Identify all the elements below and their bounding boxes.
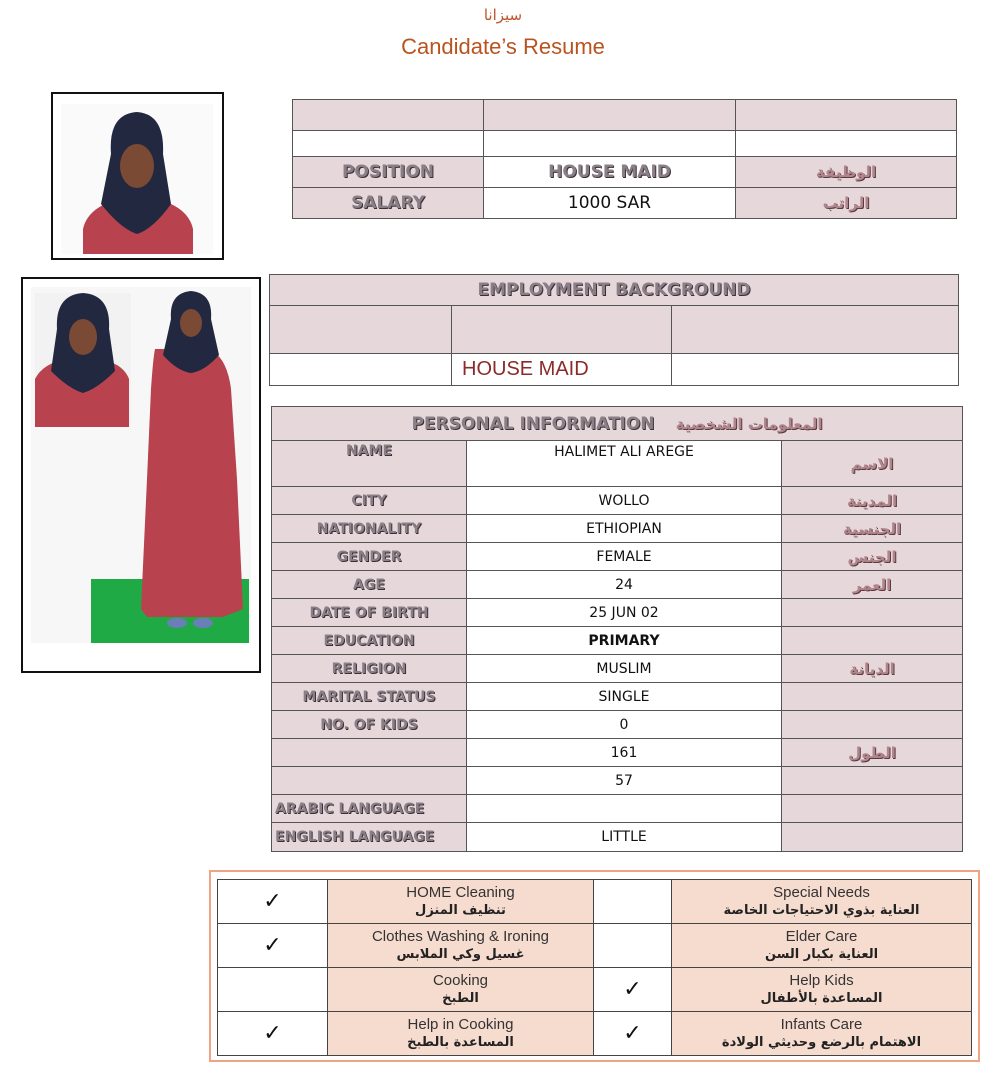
arabic-language-label-arabic	[782, 795, 963, 823]
city-value: WOLLO	[467, 487, 782, 515]
skill-label-arabic: المساعدة بالطبخ	[407, 1034, 514, 1050]
name-label: NAME	[272, 441, 467, 487]
english-language-label: ENGLISH LANGUAGE	[272, 823, 467, 852]
age-value: 24	[467, 571, 782, 599]
arabic-language-label: ARABIC LANGUAGE	[272, 795, 467, 823]
position-label-arabic: الوظيفة	[736, 157, 957, 188]
skill-cell	[672, 968, 972, 1012]
skill-check	[218, 968, 328, 1012]
height-value: 161	[467, 739, 782, 767]
skill-label: Help Kids	[789, 971, 854, 989]
position-label: POSITION	[293, 157, 484, 188]
skill-label-arabic: الاهتمام بالرضع وحديثي الولادة	[721, 1034, 922, 1050]
skill-check	[594, 1012, 672, 1056]
personal-info-table	[271, 406, 963, 852]
skills-table	[217, 879, 972, 1056]
skill-cell	[328, 880, 594, 924]
employment-title: EMPLOYMENT BACKGROUND	[270, 275, 959, 306]
english-language-value: LITTLE	[467, 823, 782, 852]
arabic-language-value	[467, 795, 782, 823]
height-label-arabic: الطول	[782, 739, 963, 767]
job-cell	[293, 100, 484, 131]
job-cell	[293, 131, 484, 157]
skill-check	[218, 924, 328, 968]
employment-cell	[452, 306, 672, 354]
skill-check	[594, 880, 672, 924]
skill-label-arabic: تنظيف المنزل	[415, 902, 506, 918]
kids-label-arabic	[782, 711, 963, 739]
city-label-arabic: المدينة	[782, 487, 963, 515]
dob-value: 25 JUN 02	[467, 599, 782, 627]
job-cell	[484, 100, 736, 131]
skill-check	[594, 968, 672, 1012]
employment-cell	[270, 354, 452, 386]
salary-label: SALARY	[293, 188, 484, 219]
salary-label-arabic: الراتب	[736, 188, 957, 219]
employment-cell	[672, 306, 959, 354]
brand-arabic-logo: سيزانا	[483, 6, 523, 24]
skill-label-arabic: غسيل وكي الملابس	[396, 946, 525, 962]
age-label: AGE	[272, 571, 467, 599]
check-icon: ✓	[623, 977, 642, 1002]
position-value: HOUSE MAID	[484, 157, 736, 188]
salary-value: 1000 SAR	[484, 188, 736, 219]
job-cell	[736, 131, 957, 157]
weight-label-arabic	[782, 767, 963, 795]
gender-label: GENDER	[272, 543, 467, 571]
skill-cell	[672, 880, 972, 924]
age-label-arabic: العمر	[782, 571, 963, 599]
nationality-label-arabic: الجنسية	[782, 515, 963, 543]
religion-label: RELIGION	[272, 655, 467, 683]
skill-cell	[672, 1012, 972, 1056]
religion-value: MUSLIM	[467, 655, 782, 683]
skill-cell	[328, 968, 594, 1012]
skill-cell	[328, 924, 594, 968]
kids-value: 0	[467, 711, 782, 739]
education-label: EDUCATION	[272, 627, 467, 655]
weight-value: 57	[467, 767, 782, 795]
education-label-arabic	[782, 627, 963, 655]
skills-section	[209, 870, 980, 1062]
skill-label: Cooking	[432, 971, 489, 989]
check-icon: ✓	[623, 1021, 642, 1046]
full-body-photo	[21, 277, 261, 673]
personal-info-title: PERSONAL INFORMATION	[411, 413, 655, 434]
job-cell	[484, 131, 736, 157]
city-label: CITY	[272, 487, 467, 515]
marital-status-label: MARITAL STATUS	[272, 683, 467, 711]
page-title: Candidate’s Resume	[401, 34, 605, 59]
check-icon: ✓	[263, 889, 282, 914]
skill-label: Infants Care	[780, 1015, 863, 1033]
job-table	[292, 99, 957, 219]
skill-label-arabic: العناية بذوي الاحتياجات الخاصة	[723, 902, 920, 918]
skill-label-arabic: العناية بكبار السن	[764, 946, 879, 962]
check-icon: ✓	[263, 933, 282, 958]
check-icon: ✓	[263, 1021, 282, 1046]
height-label	[272, 739, 467, 767]
employment-cell	[270, 306, 452, 354]
skill-cell	[328, 1012, 594, 1056]
skill-label: Elder Care	[785, 927, 858, 945]
gender-label-arabic: الجنس	[782, 543, 963, 571]
kids-label: NO. OF KIDS	[272, 711, 467, 739]
job-cell	[736, 100, 957, 131]
employment-cell	[672, 354, 959, 386]
portrait-photo	[51, 92, 224, 260]
employment-table	[269, 274, 959, 386]
personal-info-title-arabic: المعلومات الشخصية	[675, 414, 823, 433]
skill-label: Special Needs	[773, 883, 870, 901]
education-value: PRIMARY	[467, 627, 782, 655]
skill-cell	[672, 924, 972, 968]
marital-status-label-arabic	[782, 683, 963, 711]
nationality-label: NATIONALITY	[272, 515, 467, 543]
weight-label	[272, 767, 467, 795]
english-language-label-arabic	[782, 823, 963, 852]
skill-label: Help in Cooking	[407, 1015, 514, 1033]
skill-label-arabic: المساعدة بالأطفال	[760, 990, 883, 1006]
marital-status-value: SINGLE	[467, 683, 782, 711]
religion-label-arabic: الديانة	[782, 655, 963, 683]
skill-label: HOME Cleaning	[406, 883, 515, 901]
skill-label: Clothes Washing & Ironing	[371, 927, 550, 945]
gender-value: FEMALE	[467, 543, 782, 571]
nationality-value: ETHIOPIAN	[467, 515, 782, 543]
skill-check	[218, 880, 328, 924]
dob-label-arabic	[782, 599, 963, 627]
name-label-arabic: الاسم	[782, 441, 963, 487]
skill-label-arabic: الطبخ	[442, 990, 479, 1006]
personal-info-header	[272, 407, 963, 441]
name-value: HALIMET ALI AREGE	[467, 441, 782, 487]
skill-check	[218, 1012, 328, 1056]
employment-position: HOUSE MAID	[452, 354, 672, 386]
dob-label: DATE OF BIRTH	[272, 599, 467, 627]
skill-check	[594, 924, 672, 968]
